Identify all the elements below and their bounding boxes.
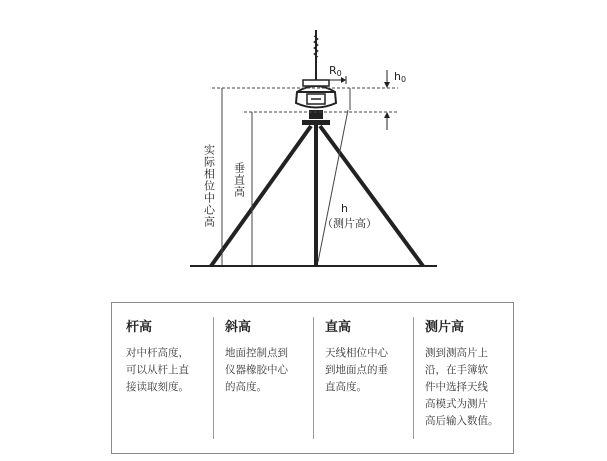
definition-title: 直高	[325, 320, 352, 335]
definition-text: 测到测高片上 沿，在手簿软 件中选择天线 高模式为测片 高后输入数值。	[425, 347, 499, 427]
definition-title: 测片高	[425, 320, 465, 335]
tripod-head	[302, 120, 330, 125]
receiver-top	[303, 80, 329, 86]
slant-height-line	[318, 110, 348, 262]
definition-text: 天线相位中心 到地面点的垂 直高度。	[325, 347, 388, 393]
definition-text: 对中杆高度， 可以从杆上直 接读取刻度。	[126, 347, 189, 393]
column-divider	[213, 317, 214, 439]
actual-phase-center-height-label: 实际相位中心高	[202, 144, 216, 228]
definition-vertical-height	[325, 319, 409, 396]
tripod-right-leg	[320, 126, 423, 266]
tribrach	[309, 110, 323, 119]
column-divider	[413, 317, 414, 439]
height-definitions-box	[111, 302, 514, 454]
column-divider	[313, 317, 314, 439]
definition-measuring-plate-height	[425, 319, 509, 430]
h0-bottom-arrow-head	[384, 112, 390, 118]
h0-top-arrow-head	[384, 82, 390, 88]
h-paren-label: （测片高）	[322, 217, 377, 230]
r0-arrow-head	[341, 77, 346, 83]
r0-label: R0	[329, 64, 342, 78]
tripod-left-leg	[211, 126, 311, 266]
vertical-height-label: 垂直高	[232, 162, 246, 198]
definition-text: 地面控制点到 仪器橡胶中心 的高度。	[225, 347, 288, 393]
definition-pole-height	[126, 319, 210, 396]
h-label: h	[341, 202, 348, 215]
definition-title: 杆高	[126, 320, 153, 335]
h0-label: h0	[394, 70, 407, 84]
definition-slant-height	[225, 319, 309, 396]
definition-title: 斜高	[225, 320, 252, 335]
